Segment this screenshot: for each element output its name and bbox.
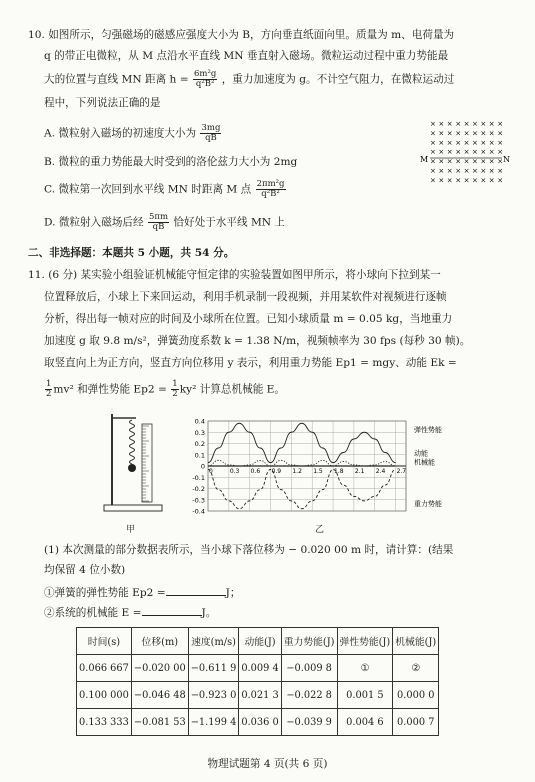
h-fraction: [193, 70, 217, 89]
field-x-mark: ×: [430, 167, 436, 175]
q11-line-6b: ky² 计算总机械能 E。: [179, 383, 285, 396]
field-x-mark: ×: [430, 120, 436, 128]
field-x-mark: ×: [455, 148, 462, 157]
q11-line-6: [44, 380, 285, 399]
answer-blank-1: [166, 585, 226, 596]
option-a-text: A. 微粒射入磁场的初速度大小为: [44, 127, 197, 140]
ruler: [142, 424, 152, 502]
field-x-mark: ×: [472, 138, 478, 147]
field-x-mark: ×: [455, 129, 462, 138]
ruler-ticks: [142, 426, 149, 501]
field-x-mark: ×: [463, 176, 470, 185]
y-tick-label: 0.4: [194, 417, 205, 426]
table-cell: −1.199 4: [188, 709, 239, 736]
table-cell: ②: [393, 655, 439, 682]
y-tick-label: 0.2: [194, 440, 205, 448]
field-x-mark: ×: [472, 148, 478, 157]
h-denominator: q²B²: [195, 79, 215, 89]
option-d-tail: 恰好处于水平线 MN 上: [173, 216, 286, 229]
field-x-mark: ×: [455, 138, 462, 147]
option-d: [44, 213, 285, 232]
blank-2-label: ②系统的机械能 E =: [44, 607, 142, 619]
field-x-mark: ×: [472, 120, 478, 128]
x-tick-label: 0: [209, 468, 213, 475]
option-c-denominator: q²B²: [261, 189, 280, 199]
x-tick-label: 2.7: [396, 468, 407, 475]
page-footer: 物理试题第 4 页(共 6 页): [207, 758, 328, 770]
half-fraction-1: [45, 380, 52, 399]
option-c-fraction: [256, 180, 286, 199]
field-x-mark: ×: [463, 167, 470, 175]
data-table: [76, 627, 439, 736]
chart-series: [208, 423, 396, 509]
table-cell: −0.923 0: [188, 682, 239, 709]
kinetic-energy-line: [208, 460, 396, 466]
table-cell: 0.009 4: [239, 655, 281, 682]
table-cell: 0.133 333: [77, 709, 132, 736]
field-x-mark: ×: [446, 148, 453, 157]
field-x-mark: ×: [455, 176, 462, 185]
field-x-mark: ×: [497, 176, 504, 185]
field-x-mark: ×: [446, 138, 453, 147]
blank-1-label: ①弹簧的弹性势能 Ep2 =: [44, 587, 166, 599]
base-plate: [104, 505, 162, 511]
table-header-row: [77, 628, 439, 655]
field-x-mark: ×: [438, 148, 445, 157]
field-x-mark: ×: [472, 157, 478, 166]
field-x-mark: ×: [480, 176, 487, 185]
q10-line-3b: ，重力加速度为 g。不计空气阻力，在微粒运动过: [221, 73, 455, 86]
field-x-mark: ×: [480, 129, 487, 138]
field-x-mark: ×: [488, 148, 495, 157]
table-cell: −0.009 8: [281, 655, 337, 682]
x-tick-label: 2.1: [354, 468, 365, 475]
option-b: B. 微粒的重力势能最大时受到的洛伦兹力大小为 2mg: [44, 156, 298, 168]
table-row: [77, 655, 439, 682]
field-x-mark: ×: [430, 157, 436, 166]
field-x-mark: ×: [438, 157, 445, 166]
option-a: [44, 124, 222, 143]
figure-yi-label: 乙: [315, 525, 325, 535]
table-row: [77, 709, 439, 736]
field-x-mark: ×: [463, 138, 470, 147]
x-tick-label: 1.2: [292, 468, 302, 475]
gravity-pe-legend: 重力势能: [414, 500, 442, 509]
table-cell: 0.021 3: [239, 682, 281, 709]
y-tick-label: -0.3: [192, 496, 205, 505]
half-denominator-1: 2: [46, 389, 52, 399]
field-x-mark: ×: [480, 148, 487, 157]
x-tick-labels: [209, 468, 406, 475]
field-x-mark: ×: [455, 120, 462, 128]
option-a-fraction: [200, 124, 221, 143]
table-header-cell: 重力势能(J): [281, 628, 337, 655]
field-x-mark: ×: [497, 148, 504, 157]
elastic-pe-legend: 弹性势能: [414, 425, 442, 434]
answer-blank-2: [142, 605, 202, 616]
q11-line-5: 取竖直向上为正方向，竖直方向位移用 y 表示，利用重力势能 Ep1 = mgy、动能 Ek =: [44, 357, 457, 369]
option-d-fraction: [148, 213, 169, 232]
table-cell: −0.039 9: [281, 709, 337, 736]
part1-line-2: 均保留 4 位小数): [44, 564, 126, 576]
field-x-mark: ×: [480, 167, 487, 175]
field-x-mark: ×: [488, 176, 495, 185]
field-x-mark: ×: [430, 176, 436, 185]
table-header-cell: 时间(s): [77, 628, 132, 655]
y-tick-label: -0.2: [192, 485, 205, 493]
table-cell: ①: [337, 655, 393, 682]
field-x-mark: ×: [497, 167, 504, 175]
q11-line-1: 11. (6 分) 某实验小组验证机械能守恒定律的实验装置如图甲所示，将小球向下拉到某一: [28, 269, 441, 281]
mechanical-energy-legend: 机械能: [414, 458, 435, 467]
q10-line-3: [44, 70, 454, 89]
field-x-mark: ×: [438, 129, 445, 138]
half-fraction-2: [171, 380, 178, 399]
q11-line-2: 位置释放后，小球上下来回运动，利用手机录制一段视频，并用某软件对视频进行逐帧: [44, 291, 447, 303]
table-cell: 0.000 0: [393, 682, 439, 709]
label-n: N: [503, 155, 510, 164]
field-x-mark: ×: [446, 129, 453, 138]
table-header-cell: 弹性势能(J): [337, 628, 393, 655]
table-row: [77, 682, 439, 709]
section-2-heading: 二、非选择题：本题共 5 小题，共 54 分。: [28, 247, 235, 259]
field-x-mark: ×: [480, 157, 487, 166]
blank-2-line: [44, 605, 216, 620]
field-x-mark: ×: [497, 129, 504, 138]
table-cell: −0.611 9: [188, 655, 239, 682]
part1-line-1: (1) 本次测量的部分数据表所示，当小球下落位移为 − 0.020 00 m 时，请计算：(结果: [44, 544, 454, 556]
field-x-mark: ×: [488, 129, 495, 138]
field-x-mark: ×: [488, 167, 495, 175]
spring: [130, 420, 135, 464]
field-x-mark: ×: [430, 148, 436, 157]
field-x-mark: ×: [438, 176, 445, 185]
field-x-mark: ×: [463, 157, 470, 166]
field-x-marks: [430, 120, 503, 184]
field-x-mark: ×: [488, 157, 495, 166]
table-cell: 0.004 6: [337, 709, 393, 736]
field-x-mark: ×: [480, 120, 487, 128]
ball: [128, 464, 136, 472]
x-tick-label: 1.8: [334, 468, 344, 475]
field-x-mark: ×: [446, 120, 453, 128]
q10-line-2: q 的带正电微粒，从 M 点沿水平直线 MN 垂直射入磁场。微粒运动过程中重力势能最: [44, 50, 449, 62]
label-m: M: [420, 155, 429, 164]
y-tick-label: 0.1: [194, 451, 205, 460]
field-x-mark: ×: [497, 120, 504, 128]
table-cell: −0.022 8: [281, 682, 337, 709]
q10-line-3a: 大的位置与直线 MN 距离 h =: [44, 73, 189, 86]
field-x-mark: ×: [430, 129, 436, 138]
table-cell: 0.036 0: [239, 709, 281, 736]
table-cell: −0.046 48: [131, 682, 188, 709]
chart-legend: [414, 425, 442, 508]
field-x-mark: ×: [497, 138, 504, 147]
option-c-text: C. 微粒第一次回到水平线 MN 时距离 M 点: [44, 183, 252, 196]
energy-chart: [180, 415, 470, 525]
q11-line-4: 加速度 g 取 9.8 m/s²，弹簧劲度系数 k = 1.38 N/m，视频帧率为 30 fps (每秒 30 帧)。: [44, 335, 471, 347]
field-x-mark: ×: [488, 120, 495, 128]
field-x-mark: ×: [497, 157, 504, 166]
option-a-numerator: 3mg: [201, 123, 221, 133]
table-cell: 0.000 7: [393, 709, 439, 736]
kinetic-energy-legend: 动能: [414, 449, 428, 458]
field-x-mark: ×: [455, 157, 462, 166]
field-x-mark: ×: [438, 120, 445, 128]
field-x-mark: ×: [446, 167, 453, 175]
q10-line-1: 10. 如图所示，匀强磁场的磁感应强度大小为 B，方向垂直纸面向里。质量为 m、电荷量为: [28, 29, 455, 41]
table-header-cell: 机械能(J): [393, 628, 439, 655]
field-x-mark: ×: [463, 120, 470, 128]
table-cell: 0.001 5: [337, 682, 393, 709]
option-c: [44, 180, 287, 199]
y-tick-label: -0.4: [192, 507, 205, 516]
field-x-mark: ×: [455, 167, 462, 175]
y-tick-labels: [192, 418, 205, 516]
q11-line-6a: mv² 和弹性势能 Ep2 =: [53, 383, 167, 396]
y-tick-label: 0: [200, 462, 205, 471]
field-x-mark: ×: [463, 129, 470, 138]
half-numerator-1: 1: [46, 379, 52, 389]
blank-1-unit: J；: [225, 587, 241, 599]
option-a-denominator: qB: [205, 133, 217, 143]
field-x-mark: ×: [472, 129, 478, 138]
table-cell: −0.081 53: [131, 709, 188, 736]
x-tick-label: 1.5: [313, 468, 323, 475]
x-tick-label: 0.3: [229, 468, 240, 475]
field-x-mark: ×: [438, 167, 445, 175]
option-c-numerator: 2πm²g: [256, 179, 285, 189]
blank-1-line: [44, 585, 240, 600]
x-tick-label: 2.4: [375, 468, 386, 475]
gravity-pe-line: [208, 469, 396, 508]
field-x-mark: ×: [446, 176, 453, 185]
field-x-mark: ×: [446, 157, 453, 166]
field-x-mark: ×: [463, 148, 470, 157]
h-numerator: 6m²g: [194, 69, 217, 79]
field-x-mark: ×: [472, 176, 478, 185]
table-cell: 0.100 000: [77, 682, 132, 709]
table-cell: 0.066 667: [77, 655, 132, 682]
figure-jia-label: 甲: [126, 525, 136, 535]
y-tick-label: -0.1: [192, 473, 205, 482]
field-x-mark: ×: [472, 167, 478, 175]
field-x-mark: ×: [488, 138, 495, 147]
x-tick-label: 0.6: [250, 468, 261, 475]
table-body: [77, 655, 439, 736]
half-denominator-2: 2: [172, 389, 178, 399]
table-header-cell: 位移(m): [131, 628, 188, 655]
field-x-mark: ×: [430, 138, 436, 147]
magnetic-field-figure: [420, 118, 510, 190]
table-header-cell: 动能(J): [239, 628, 281, 655]
blank-2-unit: J。: [201, 607, 217, 619]
table-cell: −0.020 00: [131, 655, 188, 682]
x-tick-label: 0.9: [271, 468, 282, 475]
field-x-mark: ×: [480, 138, 487, 147]
field-x-mark: ×: [438, 138, 445, 147]
q10-line-4: 程中，下列说法正确的是: [44, 97, 161, 109]
option-d-denominator: qB: [152, 222, 165, 232]
half-numerator-2: 1: [172, 379, 178, 389]
q11-line-3: 分析，得出每一帧对应的时间及小球所在位置。已知小球质量 m = 0.05 kg，当地重力: [44, 313, 453, 325]
option-d-numerator: 5πm: [148, 212, 169, 222]
option-d-text: D. 微粒射入磁场后经: [44, 216, 144, 229]
apparatus-figure: [96, 410, 168, 518]
y-tick-label: 0.3: [194, 428, 205, 437]
table-header-cell: 速度(m/s): [188, 628, 239, 655]
elastic-pe-line: [208, 423, 396, 462]
